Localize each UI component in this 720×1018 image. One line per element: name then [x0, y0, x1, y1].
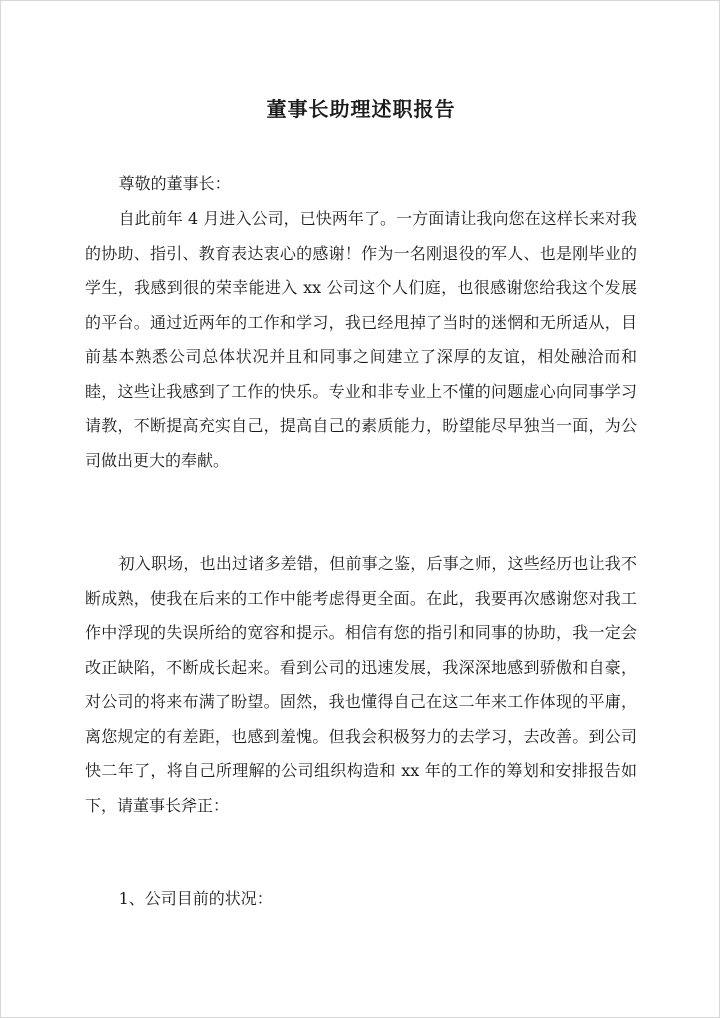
paragraph-1: 自此前年 4 月进入公司，已快两年了。一方面请让我向您在这样长来对我的协助、指引、教育表达衷心的感谢！作为一名刚退役的军人、也是刚毕业的学生，我感到很的荣幸能进入 xx 公司这个人们庭，也很感谢您给我这个发展的平台。通过近两年的工作和学习，我已经甩掉了当时的迷惘和无所适从，目前基本熟悉公司总体状况并且和同事之间建立了深厚的友谊，相处融洽而和睦，这些让我感到了工作的快乐。专业和非专业上不懂的问题虚心向同事学习请教，不断提高充实自己，提高自己的素质能力，盼望能尽早独当一面，为公司做出更大的奉献。 [85, 209, 637, 470]
section-heading: 1、公司目前的状况： [118, 889, 273, 908]
document-title: 董事长助理述职报告 [266, 97, 456, 121]
salutation: 尊敬的董事长： [118, 174, 231, 193]
paragraph-2: 初入职场，也出过诸多差错，但前事之鉴，后事之师，这些经历也让我不断成熟，使我在后来的工作中能考虑得更全面。在此，我要再次感谢您对我工作中浮现的失误所给的宽容和提示。相信有您的指引和同事的协助，我一定会改正缺陷，不断成长起来。看到公司的迅速发展，我深深地感到骄傲和自豪，对公司的将来布满了盼望。固然，我也懂得自己在这二年来工作体现的平庸，离您规定的有差距，也感到羞愧。但我会积极努力的去学习，去改善。到公司快二年了，将自己所理解的公司组织构造和 xx 年的工作的筹划和安排报告如下，请董事长斧正： [85, 554, 637, 815]
